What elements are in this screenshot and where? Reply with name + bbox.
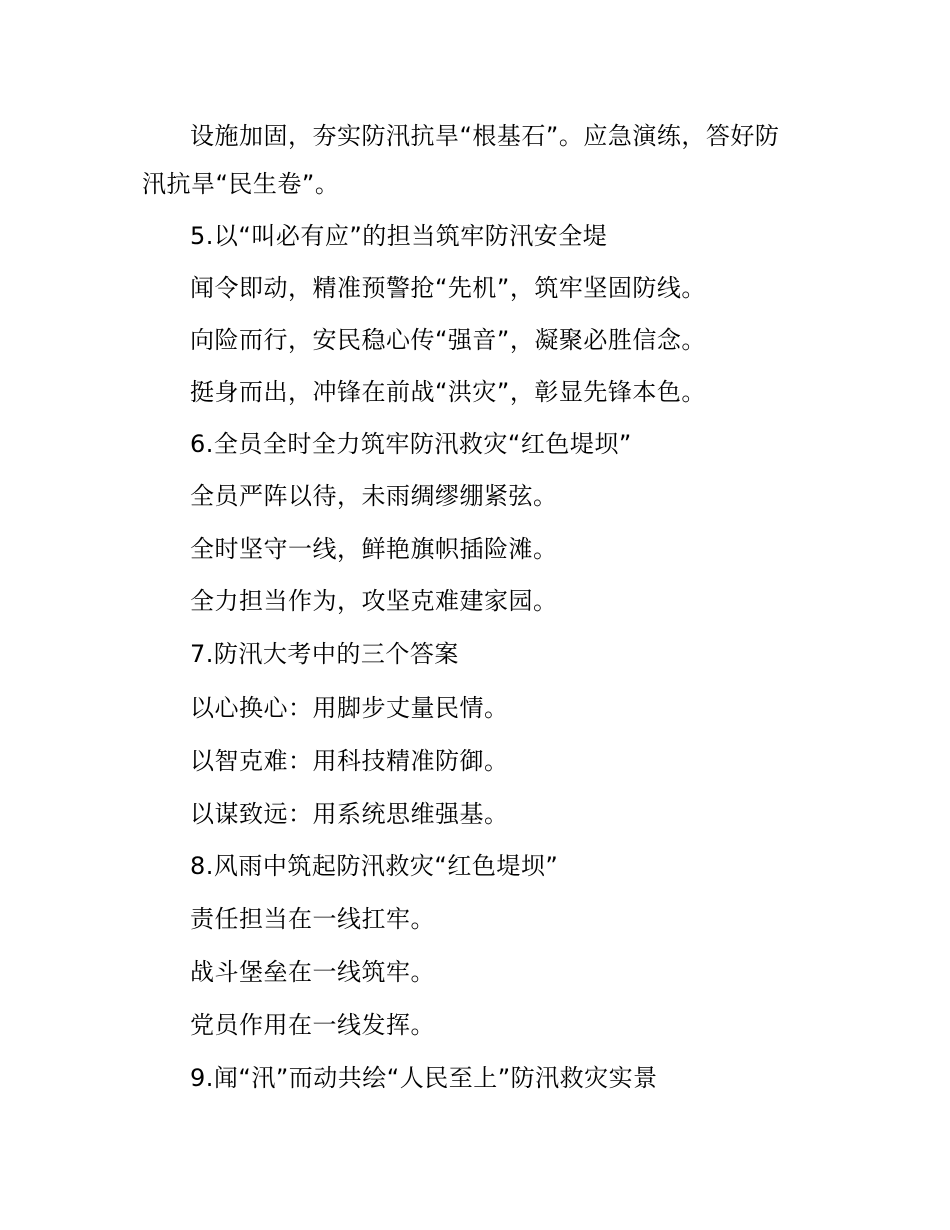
body-line: 挺身而出，冲锋在前战“洪灾”，彰显先锋本色。 xyxy=(190,378,706,406)
body-line: 全力担当作为，攻坚克难建家园。 xyxy=(190,587,558,615)
section-heading-9: 9.闻“汛”而动共绘“人民至上”防汛救灾实景 xyxy=(190,1064,658,1092)
body-line: 责任担当在一线扛牢。 xyxy=(190,905,435,933)
body-line: 以谋致远：用系统思维强基。 xyxy=(190,800,509,828)
body-line: 向险而行，安民稳心传“强音”，凝聚必胜信念。 xyxy=(190,326,706,354)
section-heading-6: 6.全员全时全力筑牢防汛救灾“红色堤坝” xyxy=(190,430,632,458)
section-heading-8: 8.风雨中筑起防汛救灾“红色堤坝” xyxy=(190,852,559,880)
body-line: 党员作用在一线发挥。 xyxy=(190,1011,435,1039)
body-line: 以智克难：用科技精准防御。 xyxy=(190,747,509,775)
body-line: 全员严阵以待，未雨绸缪绷紧弦。 xyxy=(190,482,558,510)
body-paragraph-line: 设施加固，夯实防汛抗旱“根基石”。应急演练，答好防 xyxy=(190,122,780,150)
body-line: 战斗堡垒在一线筑牢。 xyxy=(190,958,435,986)
section-heading-5: 5.以“叫必有应”的担当筑牢防汛安全堤 xyxy=(190,222,608,250)
body-line: 以心换心：用脚步丈量民情。 xyxy=(190,694,509,722)
body-line: 闻令即动，精准预警抢“先机”，筑牢坚固防线。 xyxy=(190,274,706,302)
body-paragraph-line: 汛抗旱“民生卷”。 xyxy=(142,170,340,198)
section-heading-7: 7.防汛大考中的三个答案 xyxy=(190,640,459,668)
body-line: 全时坚守一线，鲜艳旗帜插险滩。 xyxy=(190,535,558,563)
